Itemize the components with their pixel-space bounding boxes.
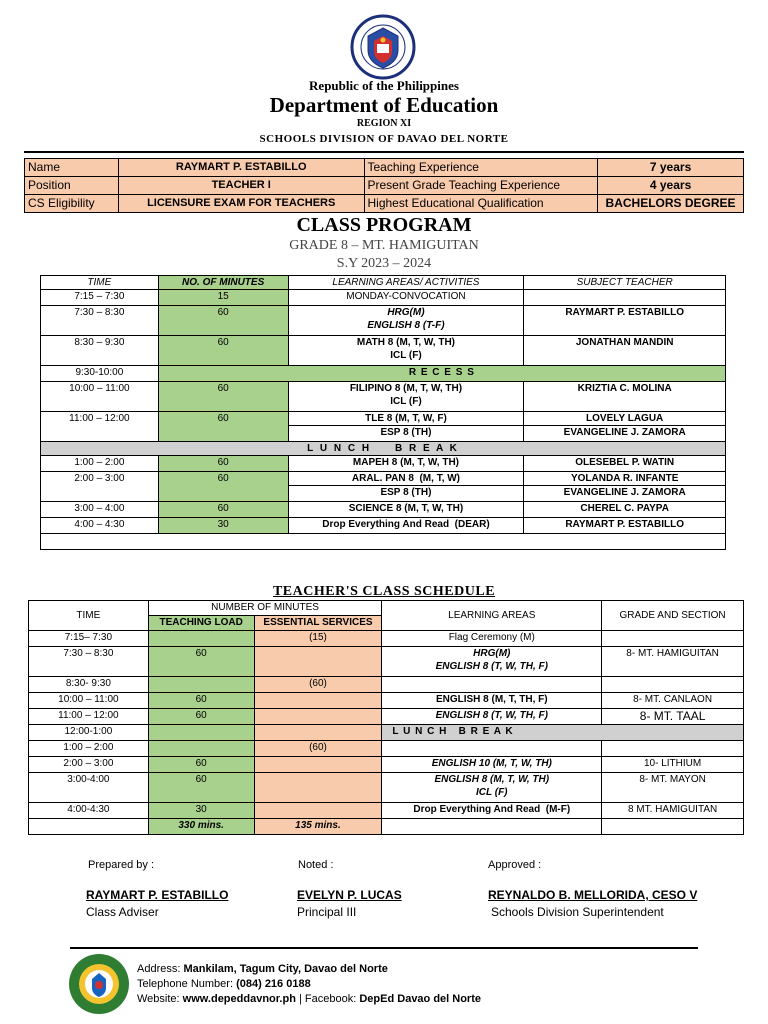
table-row xyxy=(29,677,744,693)
lunch-row xyxy=(41,442,726,456)
teacher-line: LOVELY LAGUA xyxy=(586,413,664,424)
table-row xyxy=(29,647,744,677)
time-cell: 7:30 – 8:30 xyxy=(29,647,149,677)
department-title: Department of Education xyxy=(269,93,499,117)
teaching-load-cell xyxy=(148,677,254,693)
teacher-line: EVANGELINE J. ZAMORA xyxy=(524,485,725,499)
area-line: ENGLISH 8 (T, W, TH, F) xyxy=(435,661,548,672)
teacher-cell: RAYMART P. ESTABILLO xyxy=(524,306,726,336)
col-header: TIME xyxy=(29,601,149,631)
teacher-cell: OLESEBEL P. WATIN xyxy=(524,456,726,472)
table-row xyxy=(41,456,726,472)
info-row xyxy=(25,195,744,213)
prepared-title: Class Adviser xyxy=(86,905,159,919)
teacher-cell xyxy=(524,290,726,306)
essential-cell xyxy=(254,725,382,741)
area-line: MATH 8 (M, T, W, TH) xyxy=(356,337,456,348)
teaching-load-cell xyxy=(148,631,254,647)
prepared-name: RAYMART P. ESTABILLO xyxy=(86,888,229,902)
approved-label: Approved : xyxy=(488,859,542,871)
footer-rule xyxy=(70,947,698,949)
essential-cell xyxy=(254,647,382,677)
time-cell: 11:00 – 12:00 xyxy=(29,709,149,725)
area-cell xyxy=(288,472,524,502)
area-line: ENGLISH 8 (M, T, W, TH) xyxy=(434,774,550,785)
area-cell xyxy=(288,412,524,442)
class-program-title: CLASS PROGRAM xyxy=(296,214,472,236)
website-link[interactable]: www.depeddavnor.ph xyxy=(182,993,296,1005)
grade-cell xyxy=(602,741,744,757)
area-line: ESP 8 (TH) xyxy=(289,425,524,439)
table-row xyxy=(41,412,726,442)
area-cell: Flag Ceremony (M) xyxy=(382,631,602,647)
table-row xyxy=(41,502,726,518)
area-cell xyxy=(382,819,602,835)
essential-cell xyxy=(254,757,382,773)
empty-cell xyxy=(41,534,726,550)
time-cell: 3:00-4:00 xyxy=(29,773,149,803)
schedule-table xyxy=(28,600,744,835)
table-row xyxy=(29,709,744,725)
time-cell: 1:00 – 2:00 xyxy=(41,456,159,472)
area-cell xyxy=(382,677,602,693)
time-cell: 4:00-4:30 xyxy=(29,803,149,819)
essential-cell xyxy=(254,709,382,725)
time-cell: 4:00 – 4:30 xyxy=(41,518,159,534)
area-cell: ENGLISH 8 (T, W, TH, F) xyxy=(382,709,602,725)
area-line: TLE 8 (M, T, W, F) xyxy=(365,413,447,424)
teaching-load-cell xyxy=(148,741,254,757)
facebook-link[interactable]: DepEd Davao del Norte xyxy=(359,993,481,1005)
schedule-title: TEACHER'S CLASS SCHEDULE xyxy=(272,584,496,599)
footer-phone: Telephone Number: (084) 216 0188 xyxy=(137,978,311,990)
grade-cell: 8- MT. HAMIGUITAN xyxy=(602,647,744,677)
grade-cell: 8- MT. MAYON xyxy=(602,773,744,803)
footer-address: Address: Mankilam, Tagum City, Davao del Norte xyxy=(137,963,388,975)
teaching-load-cell: 60 xyxy=(148,709,254,725)
time-cell: 2:00 – 3:00 xyxy=(29,757,149,773)
lunch-row xyxy=(29,725,744,741)
area-cell: MONDAY-CONVOCATION xyxy=(288,290,524,306)
area-cell xyxy=(382,647,602,677)
table-row xyxy=(41,290,726,306)
essential-cell: (60) xyxy=(254,677,382,693)
table-header-row xyxy=(29,601,744,616)
teacher-info-table xyxy=(24,158,744,213)
approved-name: REYNALDO B. MELLORIDA, CESO V xyxy=(488,888,698,902)
info-label: Highest Educational Qualification xyxy=(364,195,598,213)
area-cell: ENGLISH 10 (M, T, W, TH) xyxy=(382,757,602,773)
area-cell xyxy=(288,336,524,366)
time-cell: 7:15 – 7:30 xyxy=(41,290,159,306)
time-cell: 10:00 – 11:00 xyxy=(29,693,149,709)
time-cell: 7:15– 7:30 xyxy=(29,631,149,647)
teacher-cell: KRIZTIA C. MOLINA xyxy=(524,382,726,412)
area-line: FILIPINO 8 (M, T, W, TH) xyxy=(349,383,463,394)
teacher-cell: CHEREL C. PAYPA xyxy=(524,502,726,518)
col-header: LEARNING AREAS xyxy=(382,601,602,631)
minutes-cell: 60 xyxy=(158,456,288,472)
class-program-table xyxy=(40,275,726,550)
empty-row xyxy=(41,534,726,550)
info-row xyxy=(25,159,744,177)
essential-cell: (60) xyxy=(254,741,382,757)
table-row xyxy=(29,631,744,647)
table-row xyxy=(41,336,726,366)
division-logo-icon xyxy=(68,953,130,1015)
area-line: ENGLISH 8 (T-F) xyxy=(367,320,445,331)
prepared-label: Prepared by : xyxy=(88,859,155,871)
teacher-cell: JONATHAN MANDIN xyxy=(524,336,726,366)
area-cell: SCIENCE 8 (M, T, W, TH) xyxy=(288,502,524,518)
grade-cell: 8- MT. CANLAON xyxy=(602,693,744,709)
info-label: Teaching Experience xyxy=(364,159,598,177)
col-header: TEACHING LOAD xyxy=(148,616,254,631)
minutes-cell: 60 xyxy=(158,412,288,442)
col-header: NUMBER OF MINUTES xyxy=(148,601,382,616)
division-logo xyxy=(68,953,130,1015)
col-header: NO. OF MINUTES xyxy=(158,276,288,290)
minutes-cell: 30 xyxy=(158,518,288,534)
teaching-load-cell: 60 xyxy=(148,773,254,803)
table-row xyxy=(29,773,744,803)
time-cell: 1:00 – 2:00 xyxy=(29,741,149,757)
area-line: HRG(M) xyxy=(473,648,511,659)
info-row xyxy=(25,177,744,195)
time-cell: 12:00-1:00 xyxy=(29,725,149,741)
republic-line: Republic of the Philippines xyxy=(309,78,459,93)
essential-cell: (15) xyxy=(254,631,382,647)
time-cell: 7:30 – 8:30 xyxy=(41,306,159,336)
essential-cell xyxy=(254,773,382,803)
grade-cell: 10- LITHIUM xyxy=(602,757,744,773)
info-value: LICENSURE EXAM FOR TEACHERS xyxy=(118,195,364,213)
grade-cell xyxy=(602,819,744,835)
table-row xyxy=(29,757,744,773)
table-row xyxy=(29,693,744,709)
essential-cell xyxy=(254,693,382,709)
area-line: HRG(M) xyxy=(387,307,425,318)
teacher-line: YOLANDA R. INFANTE xyxy=(570,473,679,484)
table-row xyxy=(29,741,744,757)
info-label: Name xyxy=(25,159,119,177)
teacher-cell xyxy=(524,472,726,502)
table-header-row xyxy=(41,276,726,290)
recess-label: R E C E S S xyxy=(158,366,725,382)
region-line: REGION XI xyxy=(356,118,412,129)
lunch-label: L U N C H B R E A K xyxy=(382,725,744,741)
table-row xyxy=(41,306,726,336)
col-header: TIME xyxy=(41,276,159,290)
info-label: CS Eligibility xyxy=(25,195,119,213)
grade-cell xyxy=(602,677,744,693)
grade-section: GRADE 8 – MT. HAMIGUITAN xyxy=(289,238,479,253)
header-rule xyxy=(24,151,744,153)
minutes-cell: 15 xyxy=(158,290,288,306)
teacher-line: EVANGELINE J. ZAMORA xyxy=(524,425,725,439)
table-row xyxy=(41,382,726,412)
info-value: 4 years xyxy=(598,177,744,195)
teaching-load-cell: 60 xyxy=(148,757,254,773)
area-line: ICL (F) xyxy=(390,396,422,407)
table-row xyxy=(41,472,726,502)
footer-web: Website: www.depeddavnor.ph | Facebook: DepEd Davao del Norte xyxy=(137,993,481,1005)
time-cell: 11:00 – 12:00 xyxy=(41,412,159,442)
noted-title: Principal III xyxy=(297,905,357,919)
time-cell: 10:00 – 11:00 xyxy=(41,382,159,412)
info-value: RAYMART P. ESTABILLO xyxy=(118,159,364,177)
info-value: 7 years xyxy=(598,159,744,177)
time-cell: 9:30-10:00 xyxy=(41,366,159,382)
area-cell: Drop Everything And Read (M-F) xyxy=(382,803,602,819)
time-cell xyxy=(29,819,149,835)
col-header: ESSENTIAL SERVICES xyxy=(254,616,382,631)
noted-label: Noted : xyxy=(298,859,334,871)
recess-row xyxy=(41,366,726,382)
minutes-cell: 60 xyxy=(158,472,288,502)
area-cell: Drop Everything And Read (DEAR) xyxy=(288,518,524,534)
area-line: ARAL. PAN 8 (M, T, W) xyxy=(351,473,461,484)
total-essential: 135 mins. xyxy=(254,819,382,835)
minutes-cell: 60 xyxy=(158,502,288,518)
teaching-load-cell: 60 xyxy=(148,693,254,709)
area-cell xyxy=(288,382,524,412)
approved-title: Schools Division Superintendent xyxy=(491,905,664,919)
col-header: SUBJECT TEACHER xyxy=(524,276,726,290)
area-line: ICL (F) xyxy=(476,787,508,798)
time-cell: 8:30 – 9:30 xyxy=(41,336,159,366)
area-cell xyxy=(288,306,524,336)
minutes-cell: 60 xyxy=(158,382,288,412)
time-cell: 8:30- 9:30 xyxy=(29,677,149,693)
info-label: Present Grade Teaching Experience xyxy=(364,177,598,195)
teaching-load-cell xyxy=(148,725,254,741)
teacher-cell xyxy=(524,412,726,442)
grade-cell xyxy=(602,631,744,647)
deped-seal xyxy=(350,14,416,80)
essential-cell xyxy=(254,803,382,819)
area-line: ESP 8 (TH) xyxy=(289,485,524,499)
division-line: SCHOOLS DIVISION OF DAVAO DEL NORTE xyxy=(259,133,509,145)
area-cell xyxy=(382,741,602,757)
minutes-cell: 60 xyxy=(158,306,288,336)
noted-name: EVELYN P. LUCAS xyxy=(297,888,402,902)
totals-row xyxy=(29,819,744,835)
time-cell: 2:00 – 3:00 xyxy=(41,472,159,502)
teaching-load-cell: 30 xyxy=(148,803,254,819)
info-value: BACHELORS DEGREE xyxy=(598,195,744,213)
table-row xyxy=(41,518,726,534)
total-teaching-load: 330 mins. xyxy=(148,819,254,835)
deped-seal-icon xyxy=(350,14,416,80)
table-row xyxy=(29,803,744,819)
grade-cell: 8- MT. TAAL xyxy=(602,709,744,725)
col-header: LEARNING AREAS/ ACTIVITIES xyxy=(288,276,524,290)
info-label: Position xyxy=(25,177,119,195)
area-cell xyxy=(382,773,602,803)
area-line: ICL (F) xyxy=(390,350,422,361)
grade-cell: 8 MT. HAMIGUITAN xyxy=(602,803,744,819)
school-year: S.Y 2023 – 2024 xyxy=(336,256,432,271)
minutes-cell: 60 xyxy=(158,336,288,366)
teaching-load-cell: 60 xyxy=(148,647,254,677)
teacher-cell: RAYMART P. ESTABILLO xyxy=(524,518,726,534)
area-cell: ENGLISH 8 (M, T, TH, F) xyxy=(382,693,602,709)
time-cell: 3:00 – 4:00 xyxy=(41,502,159,518)
col-header: GRADE AND SECTION xyxy=(602,601,744,631)
area-cell: MAPEH 8 (M, T, W, TH) xyxy=(288,456,524,472)
lunch-label: L U N C H B R E A K xyxy=(41,442,726,456)
info-value: TEACHER I xyxy=(118,177,364,195)
